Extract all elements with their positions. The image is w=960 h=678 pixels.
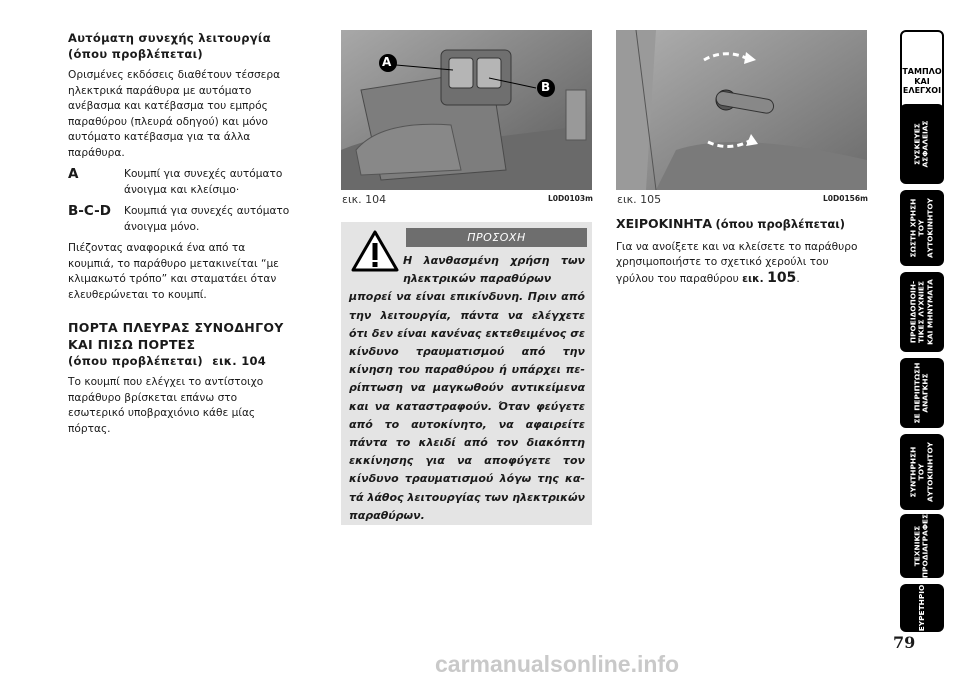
figure-105-code: L0D0156m bbox=[823, 194, 868, 203]
sidebar-tab-2[interactable] bbox=[900, 104, 944, 184]
sidebar-tab-5[interactable] bbox=[900, 358, 944, 428]
sidebar-tab-8[interactable] bbox=[900, 584, 944, 632]
manual-ref-num: 105 bbox=[767, 269, 797, 286]
manual-text: Για να ανοίξετε και να κλείσετε το παράθυρο χρησιμοποιήστε το σχετικό χερούλι του γρύλου του παραθύρου bbox=[616, 240, 858, 285]
section-sub: (όπου προβλέπεται) bbox=[68, 354, 203, 368]
manual-ref-prefix: εικ. bbox=[742, 272, 764, 285]
key-a-label: A bbox=[68, 166, 79, 182]
warning-text bbox=[349, 252, 585, 525]
sidebar-tab-label: ΣΥΝΤΗΡΗΣΗ ΤΟΥ ΑΥΤΟΚΙΝΗΤΟΥ bbox=[908, 442, 935, 502]
figure-105-caption: εικ. 105 bbox=[617, 193, 662, 206]
warning-title: ΠΡΟΣΟΧΗ bbox=[406, 228, 587, 247]
manual-heading-title: ΧΕΙΡΟΚΙΝΗΤΑ bbox=[616, 216, 713, 231]
section-paragraph: Το κουμπί που ελέγχει το αντίστοιχο παράθυρο βρίσκεται επάνω στο εσωτερικό υποβραχιόνιο κάθε μίας πόρτας. bbox=[68, 376, 264, 435]
sidebar-tab-7[interactable] bbox=[900, 514, 944, 578]
key-a-row bbox=[68, 167, 290, 198]
figure-104-photo bbox=[341, 30, 592, 190]
key-bcd-desc: Κουμπιά για συνεχές αυτόματο άνοιγμα μόνο. bbox=[124, 205, 290, 233]
press-paragraph: Πιέζοντας αναφορικά ένα από τα κουμπιά, το παράθυρο μετακινείται “με κλιμακωτό τρόπο” και σταματάει όταν ελευθερώνεται το κουμπί. bbox=[68, 242, 279, 301]
sidebar-tab-label: ΤΑΜΠΛΟ ΚΑΙ ΕΛΕΓΧΟΙ bbox=[902, 66, 942, 95]
sidebar-tab-label: ΤΕΧΝΙΚΕΣ ΠΡΟΔΙΑΓΡΑΦΕΣ bbox=[912, 513, 930, 579]
manual-heading bbox=[616, 216, 864, 234]
left-column bbox=[68, 30, 290, 437]
section-title-line2: ΚΑΙ ΠΙΣΩ ΠΟΡΤΕΣ bbox=[68, 337, 196, 352]
key-a-desc: Κουμπί για συνεχές αυτόματο άνοιγμα και κλείσιμο· bbox=[124, 168, 283, 196]
sidebar-tab-label: ΣΥΣΚΕΥΕΣ ΑΣΦΑΛΕΙΑΣ bbox=[912, 120, 930, 168]
key-bcd-row bbox=[68, 204, 290, 235]
section-title-line1: ΠΟΡΤΑ ΠΛΕΥΡΑΣ ΣΥΝΟΔΗΓΟΥ bbox=[68, 320, 284, 335]
section-ref: εικ. 104 bbox=[212, 354, 267, 368]
manual-paragraph bbox=[616, 240, 864, 288]
intro-paragraph: Ορισμένες εκδόσεις διαθέτουν τέσσερα ηλεκτρικά παράθυρα με αυτόματο ανέβασμα και κατέβασμα του εμπρός παραθύρου (πλευρά οδηγού) και μόνο αυτόματο κατέβασμα για τα άλλα παράθυρα. bbox=[68, 69, 281, 159]
label-b: B bbox=[541, 80, 551, 94]
heading-auto-mode: Αυτόματη συνεχής λειτουργία bbox=[68, 31, 271, 45]
warning-rest: μπορεί να είναι επικίνδυνη. Πριν από την λειτουργία, πάντα να ελέγχετε ότι δεν είναι κανένας εκτεθειμένος σε κίνδυνο τραυματισμού από την κίνηση του παραθύρου ή υπάρχει περίπτωση να μαγκωθούν αντικείμενα και να καταστραφούν. Όταν φεύγετε από το αυτοκίνητο, να αφαιρείτε πάντα το κλειδί από τον διακόπτη εκκίνησης για να αποφύγετε τον κίνδυνο τραυματισμού λόγω της κατά λάθος λειτουργίας των ηλεκτρικών παραθύρων. bbox=[349, 290, 586, 522]
page-number: 79 bbox=[893, 633, 916, 652]
figure-105-photo bbox=[616, 30, 867, 190]
label-a: A bbox=[382, 55, 392, 69]
window-crank-illustration bbox=[616, 30, 867, 190]
warning-box bbox=[341, 222, 592, 525]
sidebar-tab-label: ΕΥΡΕΤΗΡΙΟ bbox=[916, 584, 926, 632]
key-bcd-label: B-C-D bbox=[68, 203, 111, 219]
section-subtitle bbox=[68, 353, 290, 369]
manual-ref-end: . bbox=[796, 272, 800, 285]
manual-heading-sub: (όπου προβλέπεται) bbox=[715, 217, 845, 231]
sidebar-tab-label: ΣΩΣΤΗ ΧΡΗΣΗ ΤΟΥ ΑΥΤΟΚΙΝΗΤΟΥ bbox=[908, 198, 935, 258]
warning-first-lines: Η λανθασμένη χρήση των ηλεκτρικών παραθύρων bbox=[403, 254, 585, 286]
sidebar-tab-label: ΣΕ ΠΕΡΙΠΤΩΣΗ ΑΝΑΓΚΗΣ bbox=[912, 362, 930, 424]
right-column bbox=[616, 216, 864, 287]
door-switch-illustration bbox=[341, 30, 592, 190]
watermark: carmanualsonline.info bbox=[435, 651, 680, 677]
sidebar-tab-4[interactable] bbox=[900, 272, 944, 352]
figure-104-code: L0D0103m bbox=[548, 194, 593, 203]
heading-auto-mode-sub: (όπου προβλέπεται) bbox=[68, 47, 203, 61]
sidebar-tab-6[interactable] bbox=[900, 434, 944, 510]
sidebar-tab-3[interactable] bbox=[900, 190, 944, 266]
sidebar-tab-label: ΠΡΟΕΙΔΟΠΟΙΗ- ΤΙΚΕΣ ΛΥΧΝΙΕΣ ΚΑΙ ΜΗΝΥΜΑΤΑ bbox=[908, 279, 935, 345]
figure-104-caption: εικ. 104 bbox=[342, 193, 387, 206]
